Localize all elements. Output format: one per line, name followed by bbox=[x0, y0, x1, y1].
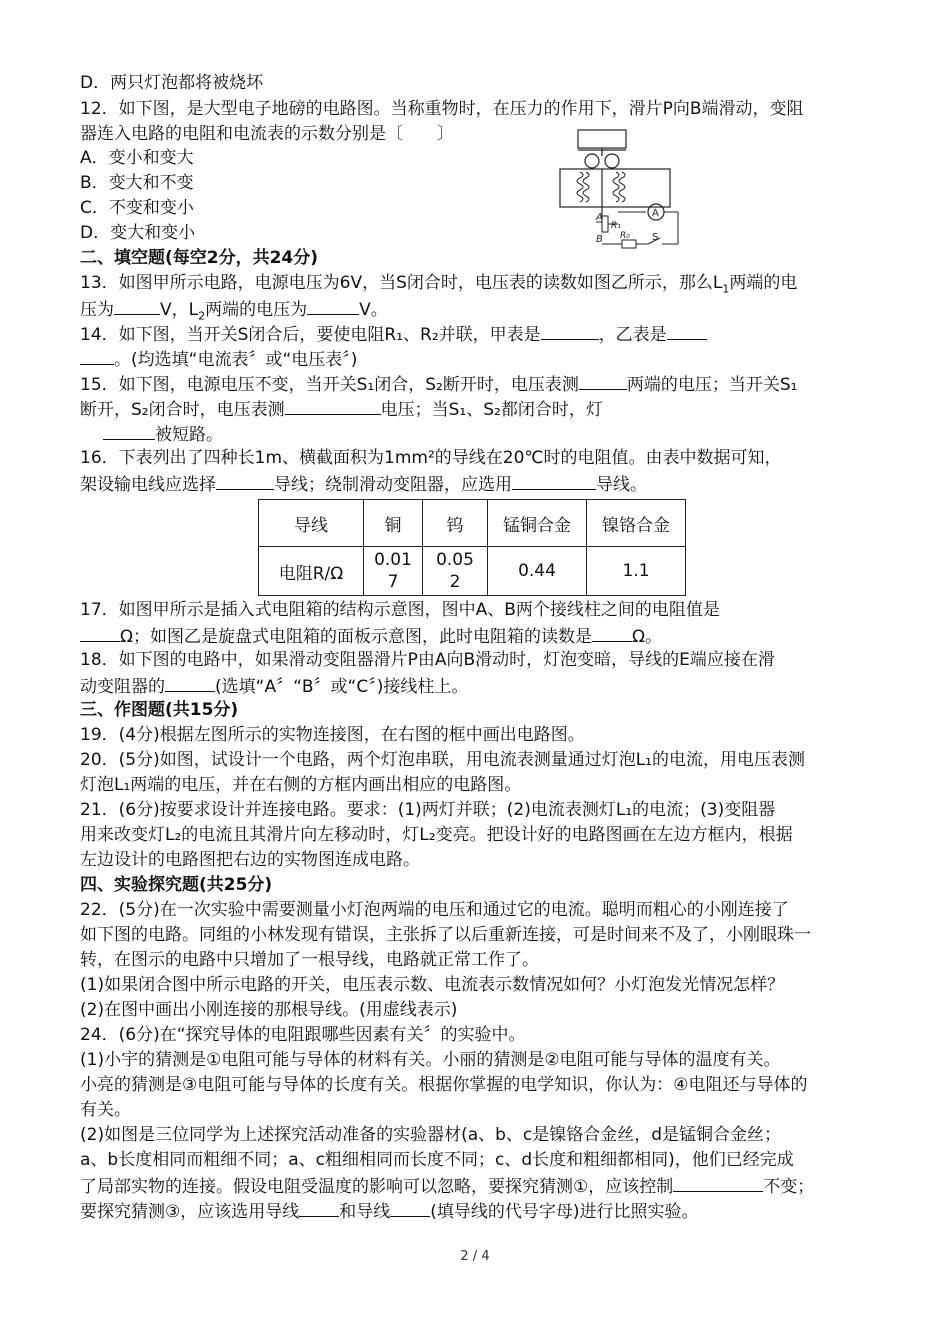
question-22-line1: 22．(5分)在一次实验中需要测量小灯泡两端的电压和通过它的电流。聪明而粗心的小刚连接了 bbox=[80, 900, 789, 920]
question-14-line1: 14．如下图，当开关S闭合后，要使电阻R₁、R₂并联，甲表是 ，乙表是 bbox=[80, 321, 707, 348]
table-row-label: 电阻R/Ω bbox=[259, 547, 364, 596]
question-12-option-a: A．变小和变大 bbox=[80, 148, 194, 168]
question-24-line5: (2)如图是三位同学为上述探究活动准备的实验器材(a、b、c是镍铬合金丝，d是锰铜合金丝； bbox=[80, 1125, 782, 1145]
question-12-option-c: C．不变和变小 bbox=[80, 198, 194, 218]
question-24-line6: a、b长度相同而粗细不同；a、c粗细相同而长度不同；c、d长度和粗细都相同)，他们已经完成 bbox=[80, 1150, 794, 1170]
label-b: B bbox=[596, 234, 603, 245]
label-r0: R₀ bbox=[620, 231, 630, 241]
question-21-line3: 左边设计的电路图把右边的实物图连成电路。 bbox=[80, 850, 420, 870]
table-cell-copper: 0.01 7 bbox=[364, 547, 423, 596]
question-22-part2: (2)在图中画出小刚连接的那根导线。(用虚线表示) bbox=[80, 1000, 458, 1020]
section-2-heading: 二、填空题(每空2分，共24分) bbox=[80, 248, 319, 268]
section-3-heading: 三、作图题(共15分) bbox=[80, 700, 239, 720]
question-22-line3: 转，在图示的电路中只增加了一根导线，电路就正常工作了。 bbox=[80, 950, 539, 970]
wheel-right bbox=[605, 154, 619, 168]
question-17-line2: Ω；如图乙是旋盘式电阻箱的面板示意图，此时电阻箱的读数是 Ω。 bbox=[80, 623, 662, 650]
wheel-left bbox=[585, 154, 599, 168]
question-12-line1: 12．如下图，是大型电子地磅的电路图。当称重物时，在压力的作用下，滑片P向B端滑动，变阻 bbox=[80, 99, 804, 119]
question-12-line2: 器连入电路的电阻和电流表的示数分别是〔 〕 bbox=[80, 124, 454, 144]
question-12-option-b: B．变大和不变 bbox=[80, 173, 194, 193]
question-13-line2: 压为 V，$L_2$两端的电压为 V。 bbox=[80, 296, 388, 328]
table-header: 铜 bbox=[364, 500, 423, 547]
load-box bbox=[578, 130, 626, 148]
question-15-line3: 被短路。 bbox=[103, 421, 223, 448]
question-17-line1: 17．如图甲所示是插入式电阻箱的结构示意图，图中A、B两个接线柱之间的电阻值是 bbox=[80, 600, 720, 620]
question-12-option-d: D．变大和变小 bbox=[80, 223, 196, 243]
label-ammeter: A bbox=[652, 208, 659, 219]
question-19: 19．(4分)根据左图所示的实物连接图，在右图的框中画出电路图。 bbox=[80, 725, 585, 745]
question-18-line1: 18．如下图的电路中，如果滑动变阻器滑片P由A向B滑动时，灯泡变暗，导线的E端应接在滑 bbox=[80, 650, 775, 670]
question-16-line2: 架设输电线应选择 导线；绕制滑动变阻器，应选用 导线。 bbox=[80, 471, 647, 498]
question-24-line8: 要探究猜测③，应该选用导线 和导线 (填导线的代号字母)进行比照实验。 bbox=[80, 1198, 699, 1225]
line-option-d: D．两只灯泡都将被烧坏 bbox=[80, 73, 264, 93]
question-18-line2: 动变阻器的 (选填“A〞“B〞或“C〞)接线柱上。 bbox=[80, 673, 468, 700]
table-header: 镍铬合金 bbox=[587, 500, 686, 547]
question-24-line7: 了局部实物的连接。假设电阻受温度的影响可以忽略，要探究猜测①，应该控制 不变； bbox=[80, 1173, 814, 1200]
page-number: 2 / 4 bbox=[460, 1249, 490, 1264]
question-22-part1: (1)如果闭合图中所示电路的开关，电压表示数、电流表示数情况如何？小灯泡发光情况怎样？ bbox=[80, 975, 785, 995]
label-r1: R₁ bbox=[611, 221, 621, 231]
resistor-r0 bbox=[622, 240, 636, 248]
question-24-line1: 24．(6分)在“探究导体的电阻跟哪些因素有关〞的实验中。 bbox=[80, 1025, 526, 1045]
label-s: S bbox=[652, 232, 659, 243]
table-header: 导线 bbox=[259, 500, 364, 547]
question-15-line2: 断开，S₂闭合时，电压表测 电压；当S₁、S₂都闭合时，灯 bbox=[80, 396, 603, 423]
question-21-line1: 21．(6分)按要求设计并连接电路。要求：(1)两灯并联；(2)电流表测灯L₁的电流；(3)变阻器 bbox=[80, 800, 776, 820]
question-24-line4: 有关。 bbox=[80, 1100, 131, 1120]
question-20-line2: 灯泡L₁两端的电压，并在右侧的方框内画出相应的电路图。 bbox=[80, 775, 522, 795]
question-21-line2: 用来改变灯L₂的电流且其滑片向左移动时，灯L₂变亮。把设计好的电路图画在左边方框内，根据 bbox=[80, 825, 793, 845]
label-a: A bbox=[596, 212, 603, 223]
table-cell-manganin: 0.44 bbox=[488, 547, 587, 596]
question-24-line3: 小亮的猜测是③电阻可能与导体的长度有关。根据你掌握的电学知识，你认为：④电阻还与导体的 bbox=[80, 1075, 808, 1095]
weighbridge-circuit-figure bbox=[556, 128, 686, 252]
question-14-line2: 。(均选填“电流表〞或“电压表〞) bbox=[80, 346, 357, 373]
question-16-line1: 16．下表列出了四种长1m、横截面积为1mm²的导线在20℃时的电阻值。由表中数据可知， bbox=[80, 448, 782, 468]
spring-left bbox=[577, 172, 589, 202]
table-row bbox=[259, 547, 686, 596]
spring-right bbox=[613, 172, 625, 202]
table-cell-nichrome: 1.1 bbox=[587, 547, 686, 596]
platform-base bbox=[560, 169, 670, 207]
table-header-row bbox=[259, 500, 686, 547]
question-20-line1: 20．(5分)如图，试设计一个电路，两个灯泡串联，用电流表测量通过灯泡L₁的电流，用电压表测 bbox=[80, 750, 805, 770]
resistance-table bbox=[258, 499, 686, 596]
question-22-line2: 如下图的电路。同组的小林发现有错误，主张拆了以后重新连接，可是时间来不及了，小刚眼珠一 bbox=[80, 925, 811, 945]
table-header: 钨 bbox=[423, 500, 488, 547]
section-4-heading: 四、实验探究题(共25分) bbox=[80, 875, 273, 895]
question-13-line1: 13．如图甲所示电路，电源电压为6V，当S闭合时，电压表的读数如图乙所示，那么$L_1$两端的电 bbox=[80, 273, 798, 296]
rheostat-r1 bbox=[602, 216, 608, 232]
question-15-line1: 15．如下图，电源电压不变，当开关S₁闭合，S₂断开时，电压表测 两端的电压；当开关S₁ bbox=[80, 371, 797, 398]
table-header: 锰铜合金 bbox=[488, 500, 587, 547]
question-24-line2: (1)小宇的猜测是①电阻可能与导体的材料有关。小丽的猜测是②电阻可能与导体的温度有关。 bbox=[80, 1050, 781, 1070]
table-cell-tungsten: 0.05 2 bbox=[423, 547, 488, 596]
